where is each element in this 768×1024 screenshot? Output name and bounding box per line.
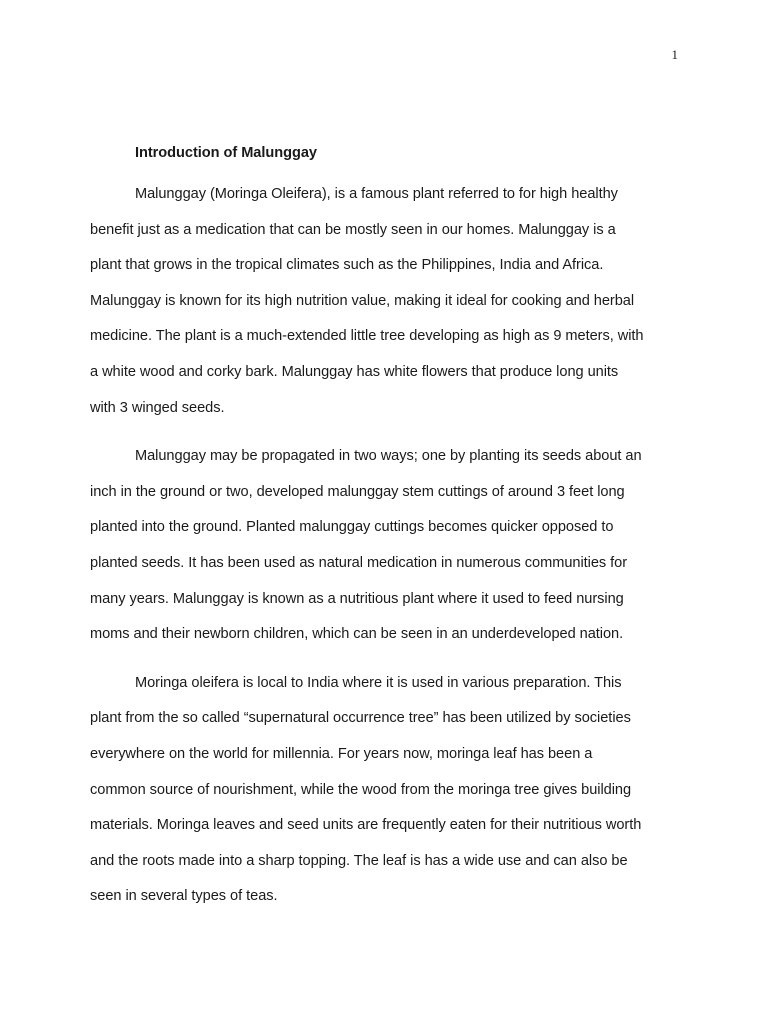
document-body bbox=[90, 141, 678, 928]
paragraph-line: materials. Moringa leaves and seed units are frequently eaten for their nutritious worth bbox=[90, 817, 642, 834]
paragraph-2 bbox=[90, 439, 678, 653]
paragraph-line: moms and their newborn children, which can be seen in an underdeveloped nation. bbox=[90, 626, 624, 643]
paragraph-line: Malunggay is known for its high nutrition value, making it ideal for cooking and herbal bbox=[90, 292, 635, 309]
page-number: 1 bbox=[671, 47, 678, 62]
paragraph-line: seen in several types of teas. bbox=[90, 888, 278, 905]
paragraph-line: plant that grows in the tropical climates such as the Philippines, India and Africa. bbox=[90, 257, 604, 274]
paragraph-line: planted seeds. It has been used as natural medication in numerous communities for bbox=[90, 554, 628, 571]
paragraph-line: benefit just as a medication that can be mostly seen in our homes. Malunggay is a bbox=[90, 221, 616, 238]
paragraph-line: planted into the ground. Planted malunggay cuttings becomes quicker opposed to bbox=[90, 519, 614, 536]
paragraph-line: Malunggay may be propagated in two ways; one by planting its seeds about an bbox=[135, 448, 642, 465]
paragraph-line: a white wood and corky bark. Malunggay has white flowers that produce long units bbox=[90, 363, 619, 380]
paragraph-line: everywhere on the world for millennia. For years now, moringa leaf has been a bbox=[90, 745, 593, 762]
paragraph-line: with 3 winged seeds. bbox=[90, 399, 225, 416]
paragraph-line: Malunggay (Moringa Oleifera), is a famous plant referred to for high healthy bbox=[135, 186, 618, 202]
paragraph-line: plant from the so called “supernatural occurrence tree” has been utilized by societies bbox=[90, 710, 631, 727]
paragraph-1 bbox=[90, 177, 678, 426]
paragraph-line: medicine. The plant is a much-extended little tree developing as high as 9 meters, with bbox=[90, 328, 644, 345]
paragraph-line: common source of nourishment, while the wood from the moringa tree gives building bbox=[90, 781, 632, 798]
paragraph-line: Moringa oleifera is local to India where it is used in various preparation. This bbox=[135, 674, 622, 691]
paragraph-line: many years. Malunggay is known as a nutritious plant where it used to feed nursing bbox=[90, 590, 624, 607]
paragraph-line: inch in the ground or two, developed malunggay stem cuttings of around 3 feet long bbox=[90, 483, 625, 500]
section-heading: Introduction of Malunggay bbox=[135, 145, 317, 161]
paragraph-line: and the roots made into a sharp topping. The leaf is has a wide use and can also be bbox=[90, 852, 628, 869]
paragraph-3 bbox=[90, 666, 678, 915]
